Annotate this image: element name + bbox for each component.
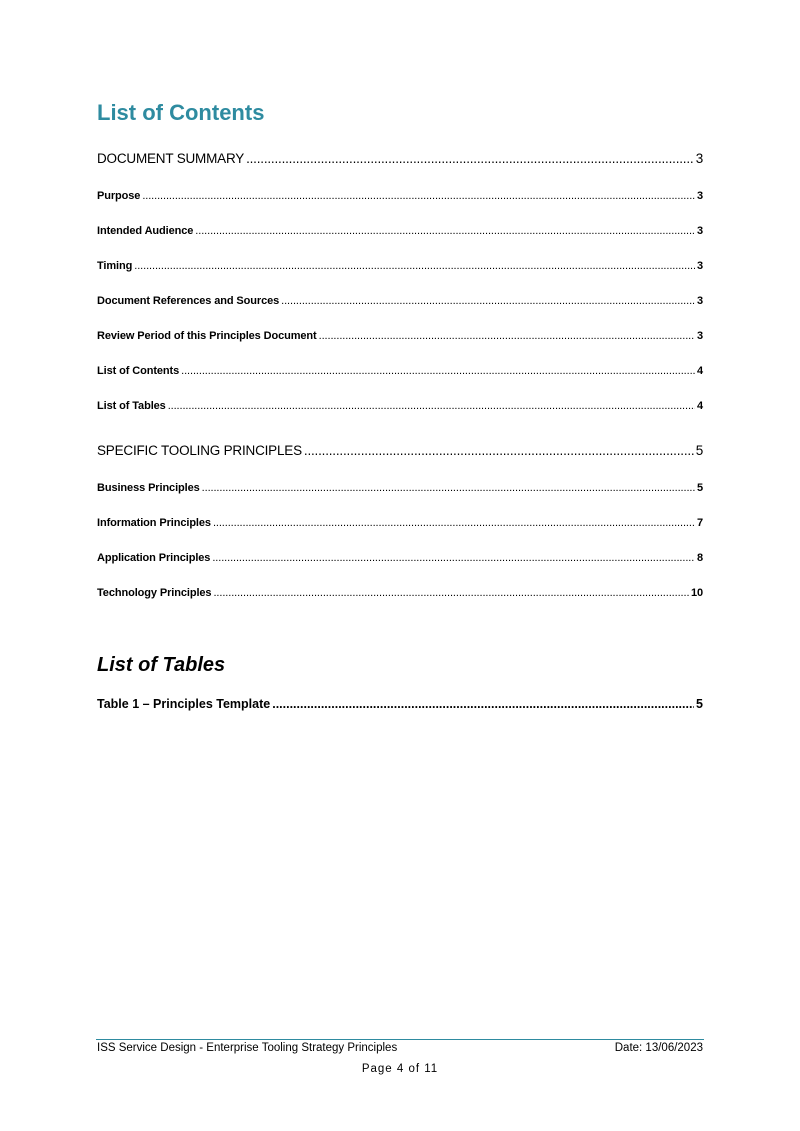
dot-leader [134,260,695,272]
toc-entry-page: 5 [695,443,703,458]
toc-entry-label: List of Contents [97,365,180,377]
table-entry-principles-template[interactable] [97,697,703,711]
toc-entry-page: 7 [696,517,703,529]
toc-entry-label: SPECIFIC TOOLING PRINCIPLES [97,443,302,458]
toc-entry-document-summary[interactable] [97,151,703,166]
toc-entry-page: 4 [696,365,703,377]
toc-entry-label: Intended Audience [97,225,194,237]
toc-entry-page: 3 [696,225,703,237]
footer-document-title: ISS Service Design - Enterprise Tooling Strategy Principles [97,1042,398,1054]
dot-leader [212,552,695,564]
toc-entry-page: 10 [690,587,703,599]
dot-leader [246,151,694,166]
dot-leader [272,697,694,711]
toc-entry-page: 4 [696,400,703,412]
toc-entry-page: 3 [695,151,703,166]
toc-entry-review-period[interactable] [97,330,703,342]
toc-entry-label: DOCUMENT SUMMARY [97,151,245,166]
toc-entry-business-principles[interactable] [97,482,703,494]
dot-leader [168,400,695,412]
toc-entry-information-principles[interactable] [97,517,703,529]
dot-leader [304,443,694,458]
list-of-tables-heading: List of Tables [97,654,226,676]
dot-leader [142,190,695,202]
dot-leader [202,482,695,494]
toc-entry-intended-audience[interactable] [97,225,703,237]
dot-leader [195,225,695,237]
toc-entry-list-of-tables[interactable] [97,400,703,412]
dot-leader [319,330,695,342]
toc-entry-page: 3 [696,295,703,307]
table-entry-label: Table 1 – Principles Template [97,697,271,711]
toc-entry-list-of-contents[interactable] [97,365,703,377]
toc-entry-page: 3 [696,330,703,342]
toc-entry-label: Timing [97,260,133,272]
toc-entry-page: 5 [696,482,703,494]
toc-entry-technology-principles[interactable] [97,587,703,599]
table-entry-page: 5 [696,697,703,711]
toc-entry-page: 3 [696,190,703,202]
footer-page-number: Page 4 of 11 [361,1063,439,1075]
toc-entry-page: 3 [696,260,703,272]
toc-entry-label: Document References and Sources [97,295,280,307]
toc-entry-purpose[interactable] [97,190,703,202]
toc-entry-document-references[interactable] [97,295,703,307]
toc-entry-label: Application Principles [97,552,211,564]
toc-entry-label: Information Principles [97,517,211,529]
toc-entry-label: Review Period of this Principles Document [97,330,317,342]
toc-entry-label: List of Tables [97,400,166,412]
toc-entry-page: 8 [696,552,703,564]
toc-entry-label: Business Principles [97,482,200,494]
dot-leader [181,365,695,377]
dot-leader [213,587,689,599]
footer-divider [96,1039,704,1040]
dot-leader [213,517,695,529]
toc-entry-label: Purpose [97,190,141,202]
toc-entry-application-principles[interactable] [97,552,703,564]
toc-entry-label: Technology Principles [97,587,212,599]
footer-date: Date: 13/06/2023 [614,1042,703,1054]
list-of-contents-heading: List of Contents [97,100,265,125]
toc-entry-specific-tooling-principles[interactable] [97,443,703,458]
dot-leader [281,295,695,307]
toc-entry-timing[interactable] [97,260,703,272]
